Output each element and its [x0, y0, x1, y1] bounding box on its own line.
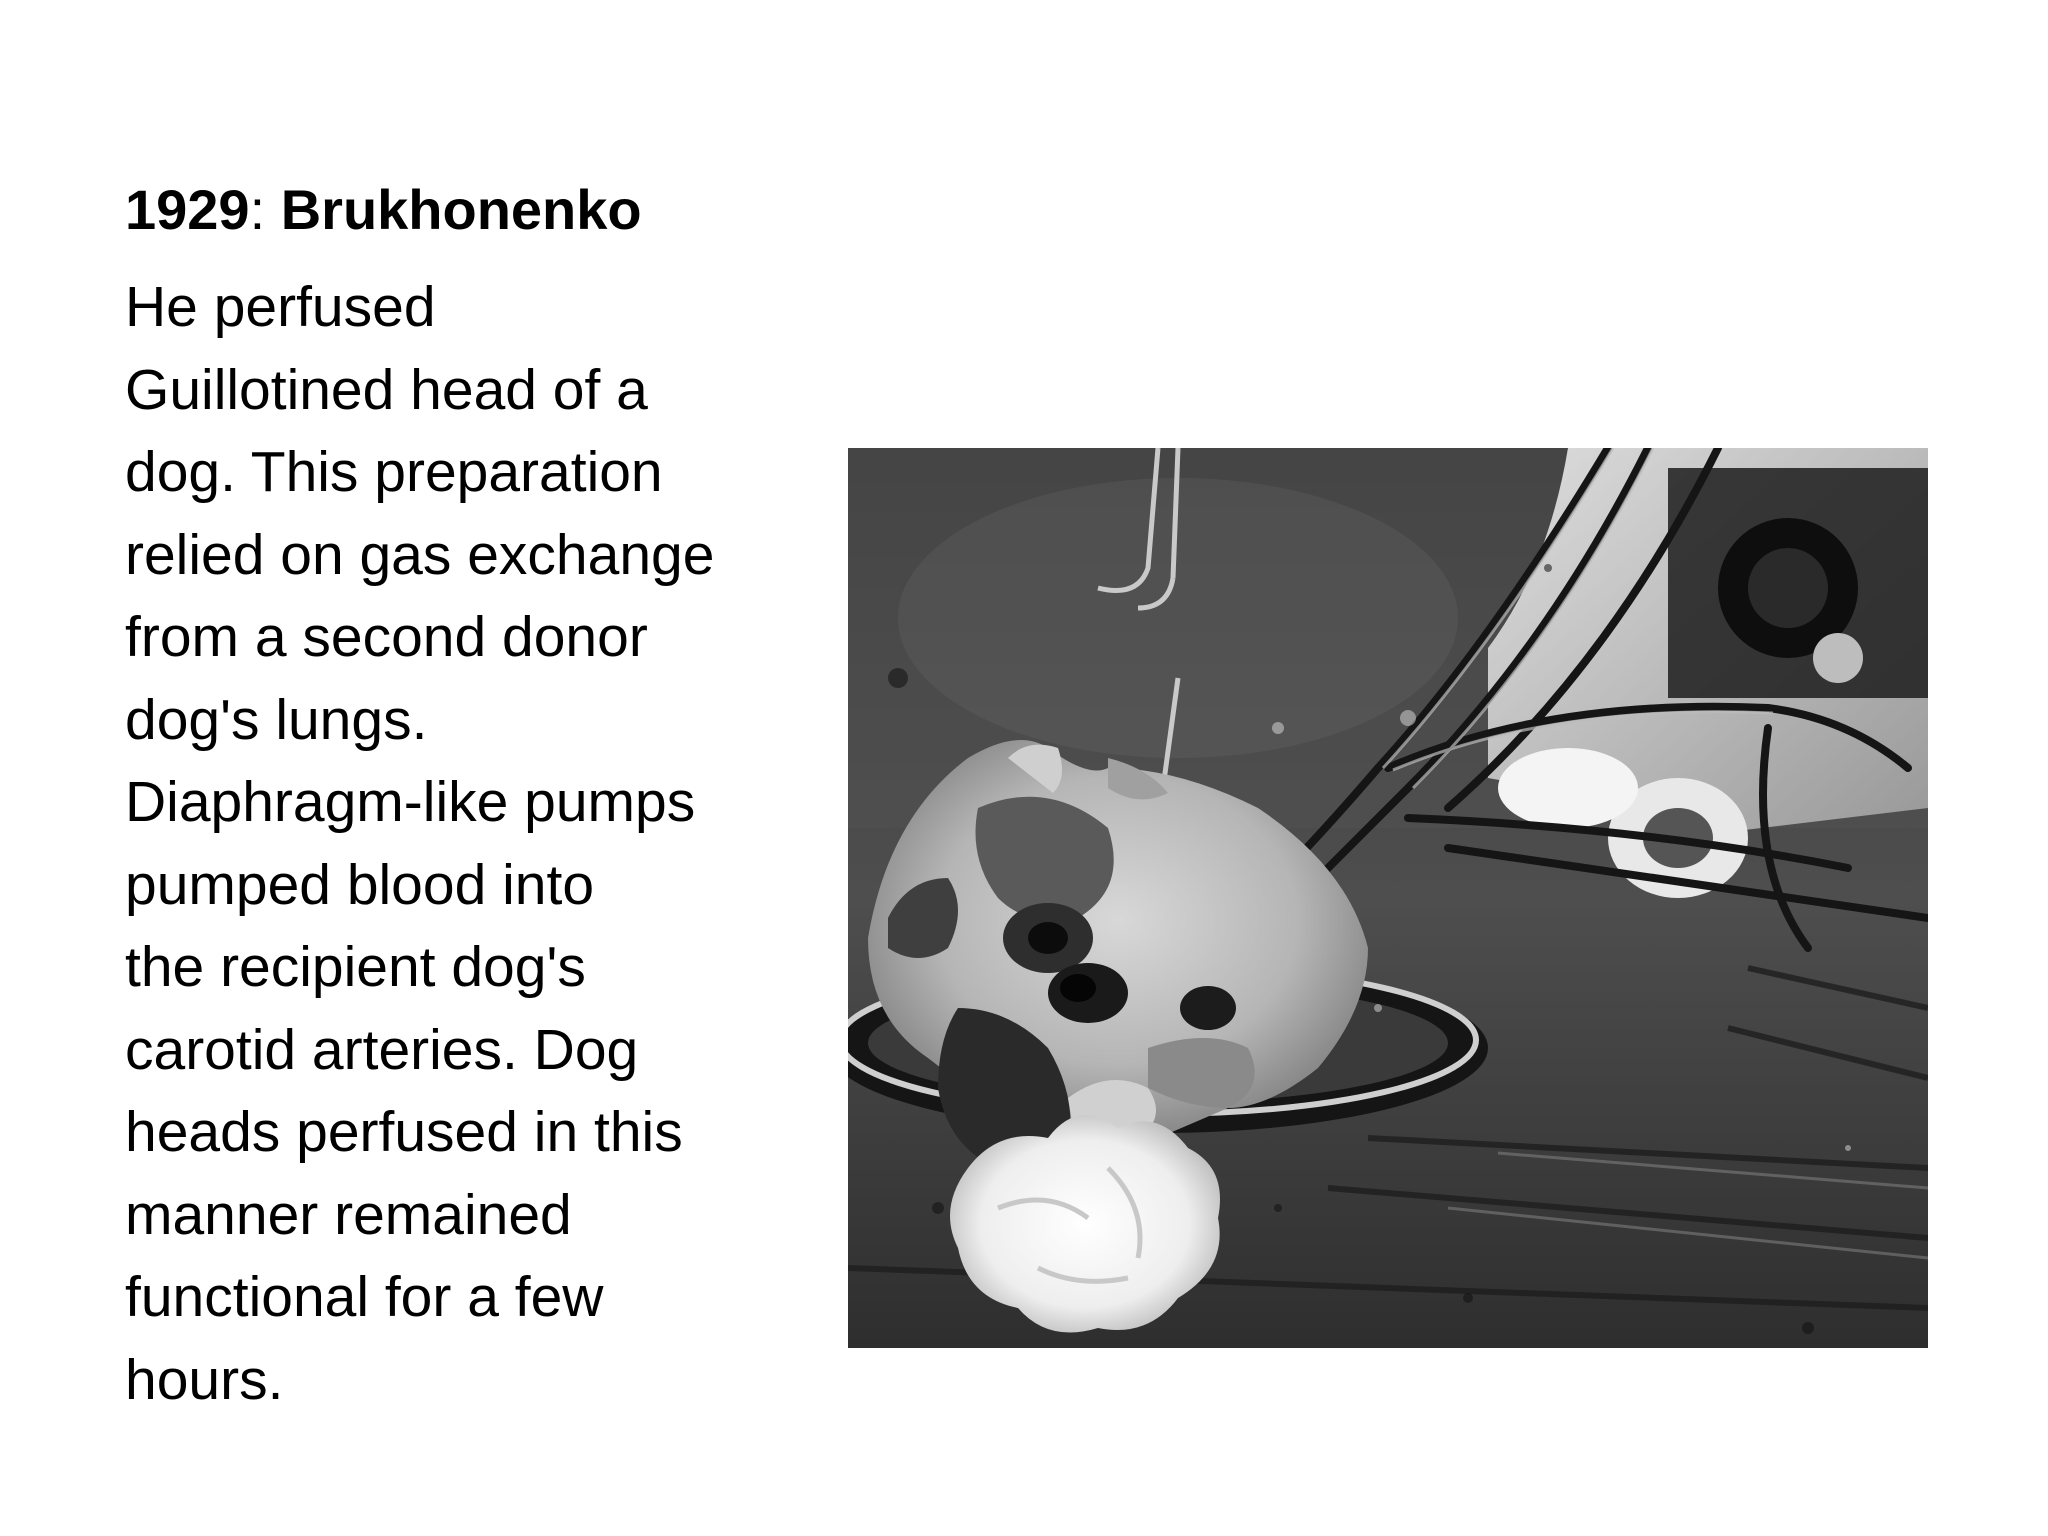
body-line: carotid arteries. Dog — [125, 1017, 639, 1082]
historical-photo — [848, 448, 1928, 1348]
body-line: heads perfused in this — [125, 1100, 683, 1164]
body-line: Diaphragm-like pumps — [125, 770, 696, 834]
body-line: hours. — [125, 1347, 284, 1412]
body-paragraph — [125, 266, 785, 1421]
body-line: He perfused — [125, 275, 436, 339]
body-line: from a second donor — [125, 605, 648, 669]
heading-name: Brukhonenko — [280, 178, 642, 241]
body-line: dog's lungs. — [125, 687, 428, 752]
body-line: the recipient dog's — [125, 935, 586, 999]
slide-heading — [125, 172, 642, 248]
body-line: dog. This preparation — [125, 440, 663, 504]
body-line: manner remained — [125, 1182, 572, 1247]
photo-illustration — [848, 448, 1928, 1348]
body-line: relied on gas exchange — [125, 522, 715, 587]
body-line: functional for a few — [125, 1265, 604, 1329]
body-line: Guillotined head of a — [125, 357, 648, 422]
heading-year: 1929 — [125, 178, 250, 241]
heading-separator: : — [249, 178, 281, 241]
body-line: pumped blood into — [125, 852, 595, 917]
